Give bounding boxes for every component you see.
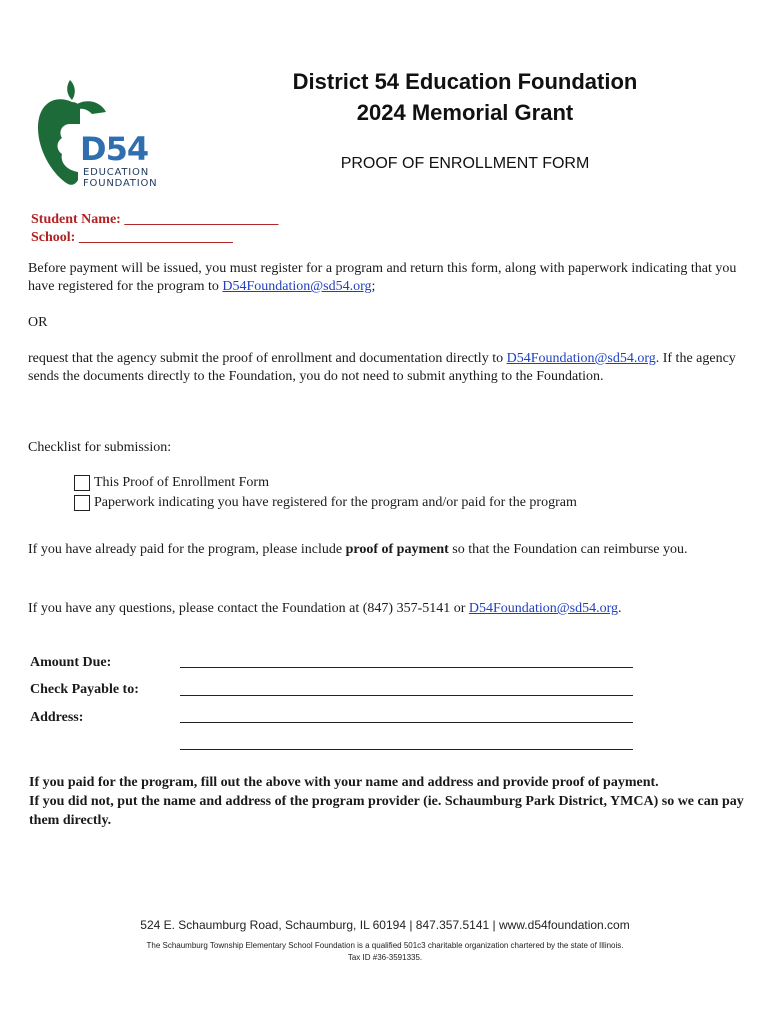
address-label: Address: bbox=[30, 710, 84, 725]
email-link-3[interactable]: D54Foundation@sd54.org bbox=[468, 601, 619, 616]
title-line-1: District 54 Education Foundation bbox=[292, 69, 638, 94]
checklist-item[interactable] bbox=[74, 495, 577, 511]
footer-legal: The Schaumburg Township Elementary School Foundation is a qualified 501c3 charitable organization chartered by the state of Illinois. bbox=[146, 941, 624, 950]
para1-text: Before payment will be issued, you must register for a program and return this form, along with paperwork indicating that you have registered for the program to bbox=[28, 261, 737, 294]
contact-paragraph bbox=[28, 600, 748, 618]
logo-foundation-text: FOUNDATION bbox=[83, 178, 158, 189]
para1-end: ; bbox=[371, 279, 376, 294]
instructions-paragraph bbox=[28, 260, 748, 296]
para3-text: If you have already paid for the program, please include bbox=[28, 542, 346, 557]
agency-paragraph bbox=[28, 350, 748, 386]
para2-text: request that the agency submit the proof of enrollment and documentation directly to bbox=[28, 351, 507, 366]
checkbox[interactable] bbox=[74, 475, 90, 491]
email-link-2[interactable]: D54Foundation@sd54.org bbox=[506, 351, 656, 366]
checklist-item[interactable] bbox=[74, 475, 269, 491]
note-line-2: If you did not, put the name and address of the program provider (ie. Schaumburg Park District, YMCA) so we can pay them directly. bbox=[29, 794, 744, 828]
checklist-item-label: This Proof of Enrollment Form bbox=[94, 475, 269, 490]
checklist-title: Checklist for submission: bbox=[28, 440, 172, 455]
amount-due-line[interactable] bbox=[180, 667, 633, 668]
check-payable-label: Check Payable to: bbox=[30, 682, 139, 697]
footer-tax-id: Tax ID #36-3591335. bbox=[347, 953, 423, 962]
para4-text: If you have any questions, please contact the Foundation at (847) 357-5141 or bbox=[28, 601, 469, 616]
proof-of-payment-bold: proof of payment bbox=[345, 542, 449, 557]
para2-end: . If the agency sends the documents directly to the Foundation, you do not need to submit anything to the Foundation. bbox=[28, 351, 736, 384]
form-title: PROOF OF ENROLLMENT FORM bbox=[340, 155, 590, 172]
page-title bbox=[260, 66, 670, 128]
para4-end: . bbox=[618, 601, 622, 616]
paid-paragraph bbox=[28, 539, 748, 561]
address-line-1[interactable] bbox=[180, 722, 633, 723]
logo-d54-text: D54 bbox=[80, 130, 149, 168]
payment-note bbox=[29, 773, 749, 830]
footer-address: 524 E. Schaumburg Road, Schaumburg, IL 60194 | 847.357.5141 | www.d54foundation.com bbox=[140, 918, 630, 932]
email-link-1[interactable]: D54Foundation@sd54.org bbox=[222, 279, 372, 294]
checkbox[interactable] bbox=[74, 495, 90, 511]
school-field: School: ______________________ bbox=[31, 230, 233, 245]
note-line-1: If you paid for the program, fill out the above with your name and address and provide proof of payment. bbox=[29, 775, 659, 790]
para3-end: so that the Foundation can reimburse you. bbox=[448, 542, 688, 557]
check-payable-line[interactable] bbox=[180, 695, 633, 696]
checklist-item-label: Paperwork indicating you have registered for the program and/or paid for the program bbox=[94, 495, 577, 510]
title-line-2: 2024 Memorial Grant bbox=[356, 100, 574, 125]
student-name-field: Student Name: ______________________ bbox=[31, 212, 279, 227]
amount-due-label: Amount Due: bbox=[30, 655, 112, 670]
or-text: OR bbox=[28, 315, 48, 330]
logo-education-text: EDUCATION bbox=[83, 167, 149, 178]
address-line-2[interactable] bbox=[180, 749, 633, 750]
